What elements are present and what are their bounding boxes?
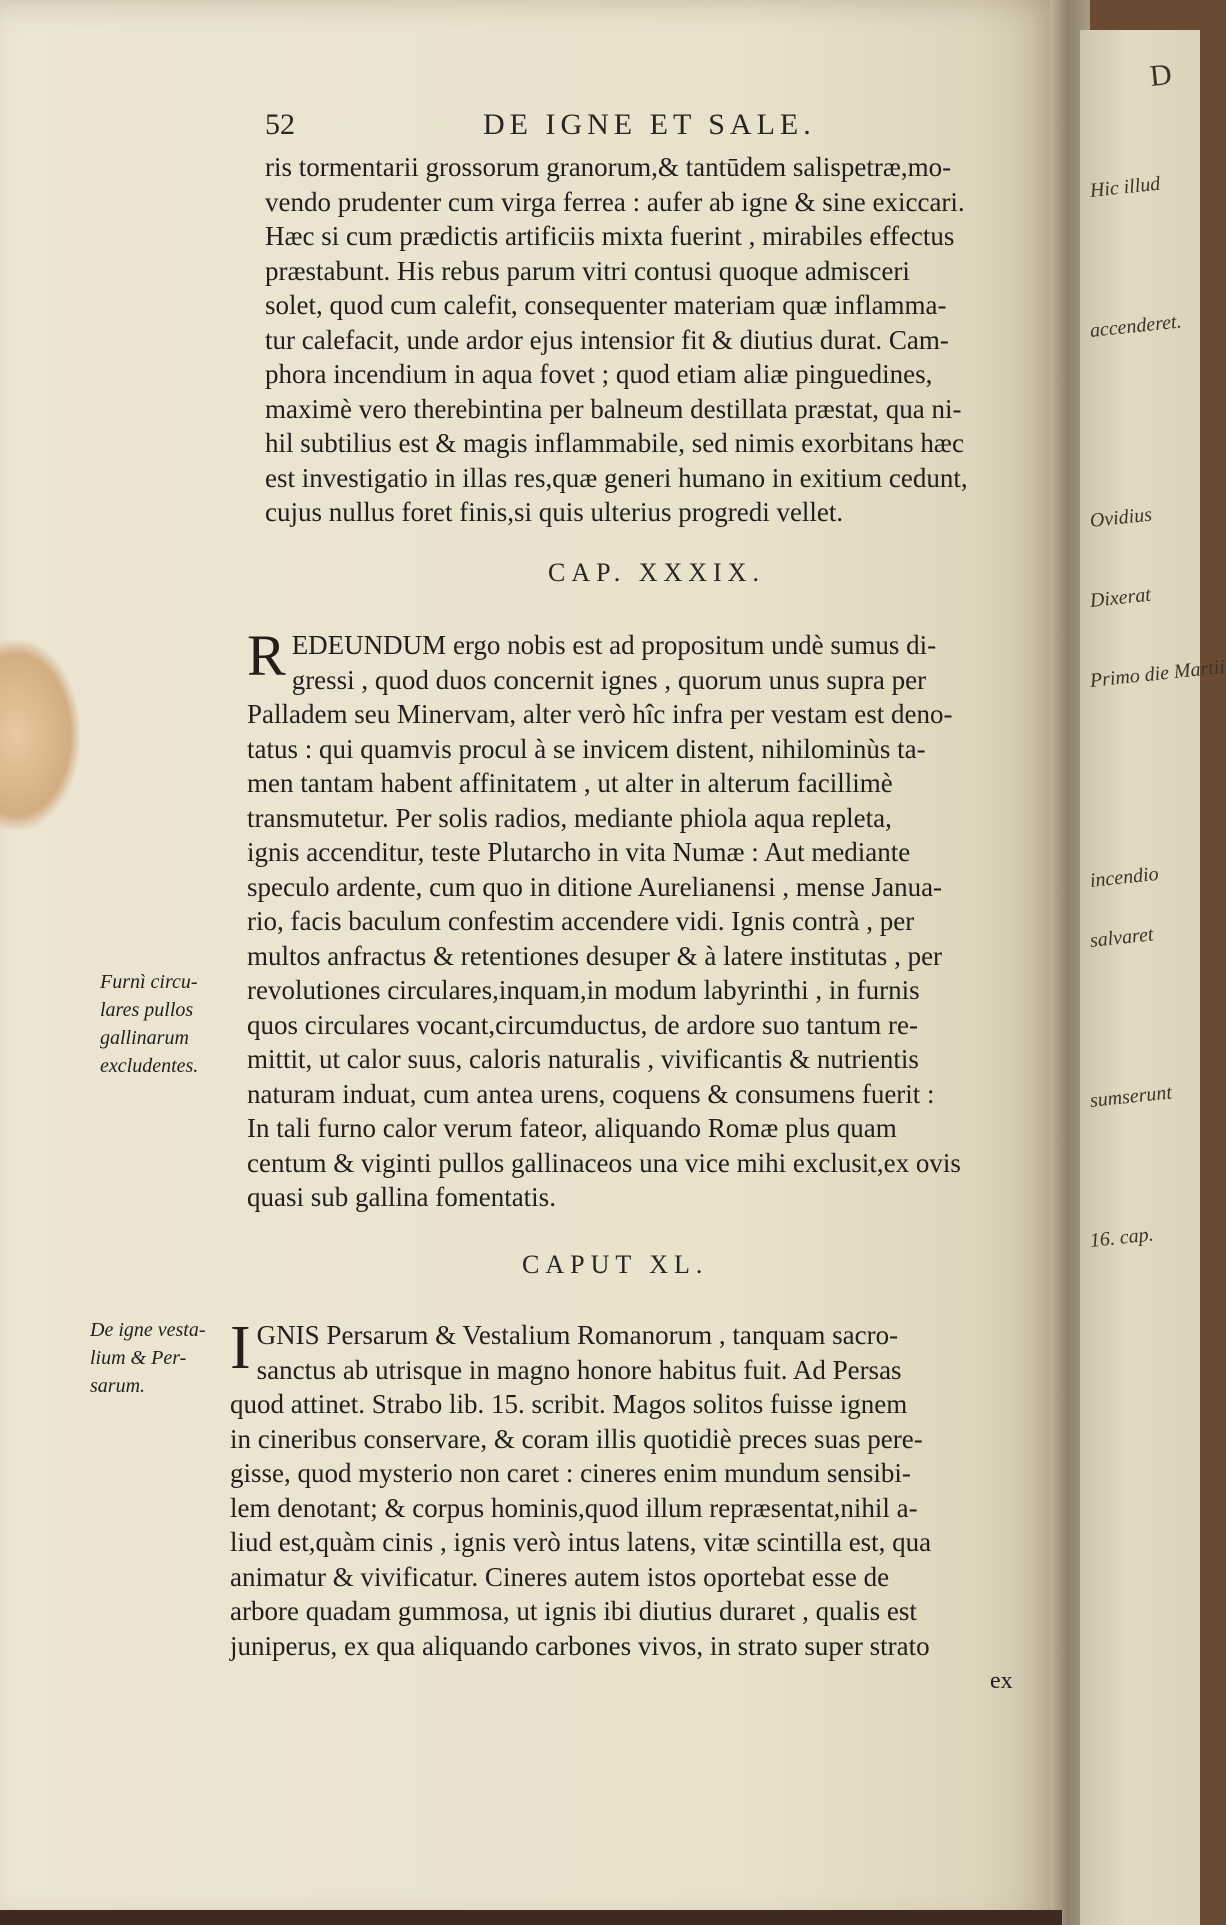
page-number: 52 (265, 108, 295, 141)
text-line: ris tormentarii grossorum granorum,& tantūdem salispetræ,mo- (265, 152, 952, 182)
text-line: speculo ardente, cum quo in ditione Aurelianensi , mense Janua- (247, 871, 943, 902)
paragraph-continued (265, 150, 1055, 530)
book-bottom-edge (0, 1910, 1062, 1925)
text-line: est investigatio in illas res,quæ generi humano in exitium cedunt, (265, 462, 968, 493)
text-line: hil subtilius est & magis inflammabile, sed nimis exorbitans hæc (265, 428, 964, 458)
text-line: REDEUNDUM ergo nobis est ad propositum undè sumus di- (247, 623, 937, 688)
text-line: IGNIS Persarum & Vestalium Romanorum , tanquam sacro- (230, 1314, 899, 1382)
text-line: tur calefacit, unde ardor ejus intensior fit & diutius durat. Cam- (265, 324, 949, 355)
thumb-holding-page (0, 640, 80, 830)
text-line: maximè vero therebintina per balneum destillata præstat, qua ni- (265, 393, 962, 424)
text-line: arbore quadam gummosa, ut ignis ibi diutius duraret , qualis est (230, 1596, 917, 1626)
running-head (265, 108, 1045, 148)
text-line: multos anfractus & retentiones desuper & à latere institutas , per (247, 940, 943, 971)
first-word: EDEUNDUM (291, 630, 447, 660)
text-line: liud est,quàm cinis , ignis verò intus latens, vitæ scintilla est, qua (230, 1527, 932, 1557)
text-line: animatur & vivificatur. Cineres autem istos oportebat esse de (230, 1561, 890, 1592)
text-line: in cineribus conservare, & coram illis quotidiè preces suas pere- (230, 1423, 923, 1454)
text-line: revolutiones circulares,inquam,in modum labyrinthi , in furnis (247, 975, 920, 1005)
text-line: tatus : qui quamvis procul à se invicem distent, nihilominùs ta- (247, 733, 926, 764)
facing-text: Ovidius (1088, 503, 1153, 532)
facing-text: D (1148, 57, 1174, 93)
text-line: naturam induat, cum antea urens, coquens & consumens fuerit : (247, 1078, 935, 1109)
facing-text: accenderet. (1088, 310, 1183, 342)
text-line: quod attinet. Strabo lib. 15. scribit. Magos solitos fuisse ignem (230, 1389, 908, 1419)
text-line: solet, quod cum calefit, consequenter materiam quæ inflamma- (265, 290, 947, 320)
drop-cap: I (230, 1314, 251, 1382)
first-word: GNIS (256, 1320, 320, 1350)
text-line: ignis accenditur, teste Plutarcho in vita Numæ : Aut mediante (247, 837, 911, 867)
text-line: mittit, ut calor suus, caloris naturalis , vivificantis & nutrientis (247, 1044, 919, 1074)
text-line: gressi , quod duos concernit ignes , quorum unus supra per (291, 664, 927, 695)
facing-text: sumserunt (1088, 1081, 1173, 1112)
text-line: juniperus, ex qua aliquando carbones vivos, in strato super strato (230, 1630, 930, 1661)
facing-text: 16. cap. (1088, 1223, 1155, 1252)
text-line: gisse, quod mysterio non caret : cineres enim mundum sensibi- (230, 1458, 911, 1488)
chapter-40-text (230, 1314, 1020, 1663)
text-line: quasi sub gallina fomentatis. (247, 1182, 556, 1212)
text-line: cujus nullus foret finis,si quis ulterius progredi vellet. (265, 497, 844, 527)
text-line: phora incendium in aqua fovet ; quod etiam aliæ pinguedines, (265, 359, 933, 389)
facing-text: Primo die Martii (1088, 655, 1226, 692)
text-line: sanctus ab utrisque in magno honore habitus fuit. Ad Persas (256, 1354, 902, 1385)
text-line: præstabunt. His rebus parum vitri contusi quoque admisceri (265, 255, 910, 286)
facing-page (1080, 30, 1226, 1925)
facing-text: Dixerat (1088, 583, 1152, 612)
text-line: vendo prudenter cum virga ferrea : aufer ab igne & sine exiccari. (265, 186, 965, 217)
facing-text: Hic illud (1088, 172, 1162, 202)
drop-cap: R (247, 623, 286, 688)
chapter-heading-39: CAP. XXXIX. (548, 558, 765, 587)
facing-text: salvaret (1088, 923, 1155, 952)
marginal-note-vestal-fire: De igne vesta- lium & Per- sarum. (90, 1319, 206, 1397)
text-line: lem denotant; & corpus hominis,quod illum repræsentat,nihil a- (230, 1492, 918, 1523)
text-line: rio, facis baculum confestim accendere vidi. Ignis contrà , per (247, 906, 915, 936)
text-line: centum & viginti pullos gallinaceos una vice mihi exclusit,ex ovis (247, 1147, 961, 1178)
text-line: quos circulares vocant,circumductus, de ardore suo tantum re- (247, 1009, 919, 1040)
marginal-note-furnaces: Furnì circu- lares pullos gallinarum excludentes. (100, 971, 199, 1077)
text-line: Hæc si cum prædictis artificiis mixta fuerint , mirabiles effectus (265, 221, 955, 251)
facing-text: incendio (1088, 862, 1160, 892)
text-line: In tali furno calor verum fateor, aliquando Romæ plus quam (247, 1113, 897, 1143)
text-line: transmutetur. Per solis radios, mediante phiola aqua repleta, (247, 802, 892, 833)
chapter-39-text (247, 623, 1037, 1215)
chapter-heading-40: CAPUT XL. (522, 1250, 709, 1279)
text-line: Palladem seu Minervam, alter verò hîc infra per vestam est deno- (247, 699, 953, 729)
running-title: DE IGNE ET SALE. (483, 108, 816, 141)
text-line: men tantam habent affinitatem , ut alter in alterum facillimè (247, 768, 893, 798)
catchword: ex (990, 1668, 1013, 1694)
